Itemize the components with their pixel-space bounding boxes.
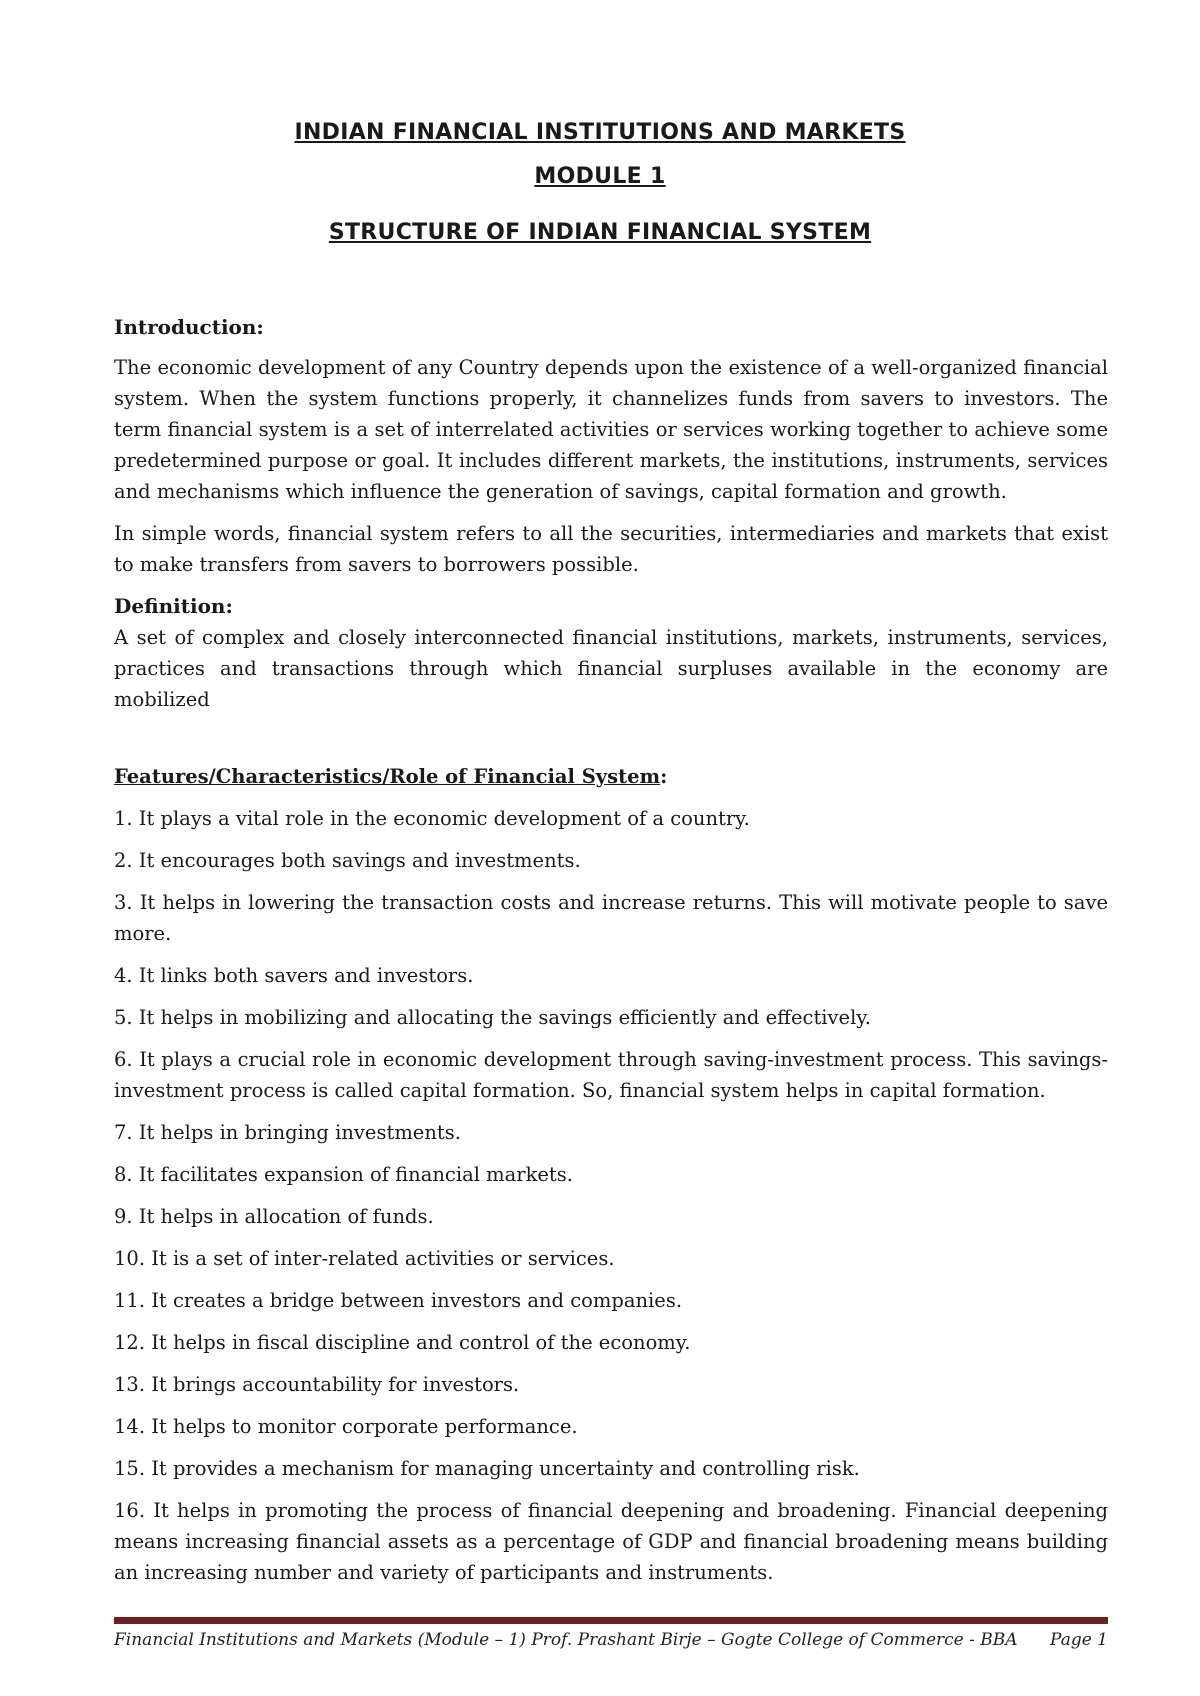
list-item: 4. It links both savers and investors. — [114, 964, 474, 987]
list-item: 1. It plays a vital role in the economic development of a country. — [114, 807, 750, 830]
chapter-title: STRUCTURE OF INDIAN FINANCIAL SYSTEM — [328, 220, 872, 245]
list-item: 12. It helps in fiscal discipline and control of the economy. — [114, 1331, 691, 1354]
introduction-paragraph-1: The economic development of any Country depends upon the existence of a well-organized financial system. When the system functions properly, it channelizes funds from savers to investors. The term financial system is a set of interrelated activities or services working together to achieve some predetermined purpose or goal. It includes different markets, the institutions, instruments, services and mechanisms which influence the generation of savings, capital formation and growth. — [114, 356, 1108, 503]
list-item: 6. It plays a crucial role in economic development through saving-investment process. This savings-investment process is called capital formation. So, financial system helps in capital formation. — [114, 1048, 1108, 1102]
list-item: 10. It is a set of inter-related activities or services. — [114, 1247, 615, 1270]
list-item: 3. It helps in lowering the transaction costs and increase returns. This will motivate people to save more. — [114, 891, 1108, 945]
list-item: 2. It encourages both savings and investments. — [114, 849, 581, 872]
list-item: 5. It helps in mobilizing and allocating the savings efficiently and effectively. — [114, 1006, 871, 1029]
list-item: 7. It helps in bringing investments. — [114, 1121, 461, 1144]
footer-divider — [114, 1617, 1108, 1624]
introduction-paragraph-2: In simple words, financial system refers to all the securities, intermediaries and markets that exist to make transfers from savers to borrowers possible. — [114, 522, 1108, 576]
features-heading — [114, 761, 1108, 792]
list-item: 8. It facilitates expansion of financial markets. — [114, 1163, 573, 1186]
list-item: 13. It brings accountability for investors. — [114, 1373, 520, 1396]
module-title: MODULE 1 — [534, 164, 666, 189]
page-number: Page 1 — [1050, 1630, 1108, 1650]
list-item: 16. It helps in promoting the process of financial deepening and broadening. Financial deepening means increasing financial assets as a percentage of GDP and financial broadening means building an increasing number and variety of participants and instruments. — [114, 1499, 1108, 1584]
list-item: 11. It creates a bridge between investors and companies. — [114, 1289, 683, 1312]
definition-heading: Definition: — [114, 594, 233, 618]
definition-text: A set of complex and closely interconnected financial institutions, markets, instruments, services, practices and transactions through which financial surpluses available in the economy are mobilized — [114, 626, 1108, 711]
list-item: 15. It provides a mechanism for managing uncertainty and controlling risk. — [114, 1457, 860, 1480]
features-heading-colon: : — [660, 765, 668, 788]
list-item: 14. It helps to monitor corporate performance. — [114, 1415, 578, 1438]
course-title: INDIAN FINANCIAL INSTITUTIONS AND MARKETS — [294, 120, 906, 145]
document-body — [114, 312, 1108, 1599]
features-list — [114, 803, 1108, 1588]
features-heading-text: Features/Characteristics/Role of Financial System — [114, 765, 661, 788]
introduction-heading: Introduction: — [114, 315, 264, 339]
list-item: 9. It helps in allocation of funds. — [114, 1205, 434, 1228]
footer-course-info: Financial Institutions and Markets (Module – 1) Prof. Prashant Birje – Gogte College of Commerce - BBA — [114, 1630, 1018, 1650]
